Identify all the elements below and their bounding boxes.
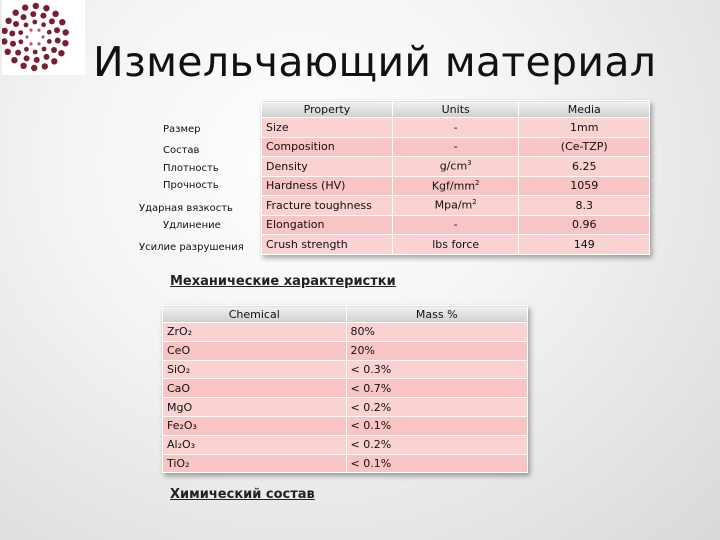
- logo-dot: [37, 29, 40, 32]
- chemical-table: [162, 305, 528, 473]
- logo-dot: [10, 41, 16, 47]
- logo-icon: [2, 0, 85, 75]
- label-size: Размер: [163, 124, 201, 135]
- cell-media: 149: [519, 235, 650, 255]
- table-row: [163, 360, 528, 379]
- logo-dot: [9, 31, 15, 37]
- cell-media: 8.3: [519, 196, 650, 216]
- logo-dot: [40, 13, 46, 19]
- logo-dot: [13, 10, 19, 16]
- logo-dot: [5, 18, 11, 24]
- logo-dot: [30, 11, 36, 17]
- cell-units: [392, 157, 519, 177]
- logo-dot: [51, 58, 57, 64]
- logo-dot: [24, 55, 30, 61]
- logo-dot: [22, 4, 28, 10]
- logo-dot: [44, 54, 50, 60]
- logo-dot: [32, 20, 37, 25]
- unit-exponent: 2: [475, 178, 480, 187]
- unit-base: g/cm: [439, 160, 468, 174]
- table-row: [262, 176, 650, 196]
- header-media: Media: [519, 101, 650, 118]
- header-property: Property: [262, 101, 393, 118]
- cell-chemical: TiO₂: [163, 454, 347, 473]
- logo-dot: [41, 22, 46, 27]
- cell-media: 6.25: [519, 157, 650, 177]
- unit-exponent: 2: [472, 198, 477, 207]
- table-row: [163, 398, 528, 417]
- table-row: [163, 323, 528, 342]
- table-row: [163, 435, 528, 454]
- logo-dot: [37, 42, 40, 45]
- cell-property: Fracture toughness: [262, 196, 393, 216]
- header-chemical: Chemical: [163, 306, 347, 323]
- logo-dot: [59, 19, 65, 25]
- logo-dot: [11, 57, 17, 63]
- logo-dot: [41, 35, 44, 38]
- chemical-caption: Химический состав: [170, 487, 315, 502]
- logo-dot: [47, 30, 52, 35]
- logo-dot: [55, 38, 61, 44]
- logo-dot: [2, 28, 8, 34]
- cell-chemical: CeO: [163, 341, 347, 360]
- cell-property: Crush strength: [262, 235, 393, 255]
- unit-base: Kgf/mm: [431, 179, 476, 193]
- table-row: [163, 454, 528, 473]
- label-density: Плотность: [163, 163, 219, 174]
- cell-chemical: SiO₂: [163, 360, 347, 379]
- cell-mass: < 0.2%: [346, 398, 528, 417]
- logo-dot: [25, 35, 28, 38]
- cell-mass: 20%: [346, 341, 528, 360]
- logo-dot: [52, 11, 58, 17]
- mechanical-caption: Механические характеристки: [170, 274, 396, 289]
- logo-dot: [18, 39, 23, 44]
- logo-dot: [15, 50, 21, 56]
- unit-exponent: 3: [467, 159, 472, 168]
- cell-mass: < 0.1%: [346, 454, 528, 473]
- logo-dot: [42, 47, 47, 52]
- logo-dot: [18, 30, 23, 35]
- logo-dot: [63, 29, 69, 35]
- table-row: [262, 196, 650, 216]
- cell-mass: < 0.7%: [346, 379, 528, 398]
- logo-dot: [29, 42, 32, 45]
- cell-media: 1059: [519, 176, 650, 196]
- logo-dot: [13, 21, 19, 27]
- cell-mass: 80%: [346, 323, 528, 342]
- label-toughness: Ударная вязкость: [139, 203, 233, 214]
- cell-property: Density: [262, 157, 393, 177]
- cell-units: -: [392, 137, 519, 157]
- label-crush: Усилие разрушения: [139, 242, 244, 253]
- table-row: [163, 379, 528, 398]
- table-row: [163, 341, 528, 360]
- page-title: Измельчающий материал: [93, 38, 657, 86]
- table-row: [262, 137, 650, 157]
- table-row: [262, 157, 650, 177]
- cell-chemical: Al₂O₃: [163, 435, 347, 454]
- logo-dot: [20, 63, 26, 69]
- logo-dot: [47, 39, 52, 44]
- table-row: [262, 118, 650, 138]
- cell-property: Hardness (HV): [262, 176, 393, 196]
- logo-dot: [24, 47, 29, 52]
- cell-property: Size: [262, 118, 393, 138]
- label-composition: Состав: [163, 145, 200, 156]
- cell-chemical: MgO: [163, 398, 347, 417]
- cell-units: -: [392, 118, 519, 138]
- cell-mass: < 0.1%: [346, 416, 528, 435]
- logo-dot: [24, 23, 29, 28]
- cell-units: [392, 196, 519, 216]
- logo-dot: [54, 27, 60, 33]
- table-row: [163, 416, 528, 435]
- logo-dot: [51, 47, 57, 53]
- cell-mass: < 0.3%: [346, 360, 528, 379]
- logo-dot: [2, 38, 8, 44]
- unit-base: Mpa/m: [434, 199, 473, 213]
- cell-chemical: ZrO₂: [163, 323, 347, 342]
- cell-media: 1mm: [519, 118, 650, 138]
- cell-units: lbs force: [392, 235, 519, 255]
- header-units: Units: [392, 101, 519, 118]
- logo-dot: [49, 18, 55, 24]
- properties-table: [261, 100, 650, 255]
- cell-chemical: CaO: [163, 379, 347, 398]
- logo-dot: [34, 57, 40, 63]
- label-elongation: Удлинение: [163, 220, 221, 231]
- cell-units: [392, 176, 519, 196]
- cell-media: 0.96: [519, 215, 650, 235]
- logo-dot: [5, 49, 11, 55]
- logo-dot: [33, 50, 38, 55]
- header-mass: Mass %: [346, 306, 528, 323]
- logo-dot: [31, 65, 37, 71]
- table-row: [262, 235, 650, 255]
- logo-dot: [33, 3, 39, 9]
- cell-mass: < 0.2%: [346, 435, 528, 454]
- cell-property: Composition: [262, 137, 393, 157]
- cell-chemical: Fe₂O₃: [163, 416, 347, 435]
- logo-dot: [42, 63, 48, 69]
- logo-dot: [29, 29, 32, 32]
- logo-dot: [21, 14, 27, 20]
- logo: [2, 0, 85, 75]
- logo-dot: [43, 5, 49, 11]
- label-strength: Прочность: [163, 180, 219, 191]
- cell-media: (Ce-TZP): [519, 137, 650, 157]
- cell-units: -: [392, 215, 519, 235]
- cell-property: Elongation: [262, 215, 393, 235]
- logo-dot: [62, 40, 68, 46]
- logo-dot: [58, 50, 64, 56]
- table-row: [262, 215, 650, 235]
